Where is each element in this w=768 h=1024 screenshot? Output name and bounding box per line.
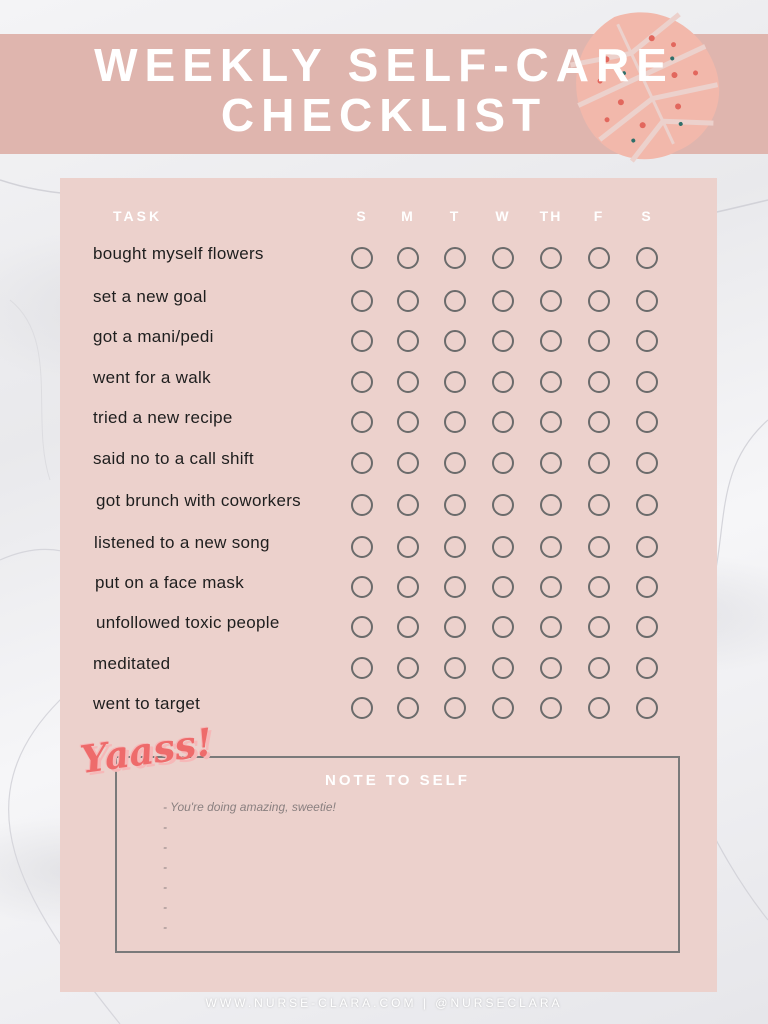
checkbox-circle-1-2[interactable]	[444, 290, 466, 312]
checkbox-circle-2-5[interactable]	[588, 330, 610, 352]
checkbox-circle-10-1[interactable]	[397, 657, 419, 679]
task-label: said no to a call shift	[93, 449, 254, 468]
checkbox-circle-11-5[interactable]	[588, 697, 610, 719]
checkbox-circle-10-4[interactable]	[540, 657, 562, 679]
task-row	[0, 613, 768, 653]
checkbox-circle-0-2[interactable]	[444, 247, 466, 269]
checkbox-circle-11-3[interactable]	[492, 697, 514, 719]
checkbox-circle-6-3[interactable]	[492, 494, 514, 516]
checkbox-circle-5-1[interactable]	[397, 452, 419, 474]
checkbox-circle-6-6[interactable]	[636, 494, 658, 516]
checkbox-circle-0-6[interactable]	[636, 247, 658, 269]
day-header-6: S	[641, 208, 653, 224]
checkbox-circle-1-1[interactable]	[397, 290, 419, 312]
checkbox-circle-11-4[interactable]	[540, 697, 562, 719]
checkbox-circle-4-4[interactable]	[540, 411, 562, 433]
checkbox-circle-3-3[interactable]	[492, 371, 514, 393]
note-line: -	[163, 920, 167, 934]
note-line: -	[163, 880, 167, 894]
task-row	[0, 244, 768, 284]
checkbox-circle-4-5[interactable]	[588, 411, 610, 433]
footer-credit: WWW.NURSE-CLARA.COM | @NURSECLARA	[205, 996, 563, 1010]
checkbox-circle-5-5[interactable]	[588, 452, 610, 474]
day-header-3: W	[495, 208, 511, 224]
checkbox-circle-2-1[interactable]	[397, 330, 419, 352]
checkbox-circle-6-4[interactable]	[540, 494, 562, 516]
checkbox-circle-0-3[interactable]	[492, 247, 514, 269]
task-row	[0, 327, 768, 367]
checkbox-circle-5-2[interactable]	[444, 452, 466, 474]
checkbox-circle-7-0[interactable]	[351, 536, 373, 558]
note-line: -	[163, 900, 167, 914]
task-row	[0, 694, 768, 734]
checkbox-circle-10-2[interactable]	[444, 657, 466, 679]
checkbox-circle-0-4[interactable]	[540, 247, 562, 269]
task-label: got a mani/pedi	[93, 327, 214, 346]
checkbox-circle-11-1[interactable]	[397, 697, 419, 719]
checkbox-circle-9-2[interactable]	[444, 616, 466, 638]
checkbox-circle-1-3[interactable]	[492, 290, 514, 312]
task-column-header: TASK	[113, 208, 163, 224]
note-line: -	[163, 860, 167, 874]
note-line: -	[163, 820, 167, 834]
checkbox-circle-7-2[interactable]	[444, 536, 466, 558]
task-row	[0, 573, 768, 613]
checkbox-circle-6-5[interactable]	[588, 494, 610, 516]
checkbox-circle-9-5[interactable]	[588, 616, 610, 638]
task-label: unfollowed toxic people	[96, 613, 280, 632]
checkbox-circle-3-6[interactable]	[636, 371, 658, 393]
checkbox-circle-0-1[interactable]	[397, 247, 419, 269]
checkbox-circle-7-6[interactable]	[636, 536, 658, 558]
task-label: set a new goal	[93, 287, 207, 306]
checkbox-circle-8-1[interactable]	[397, 576, 419, 598]
checkbox-circle-1-0[interactable]	[351, 290, 373, 312]
task-row	[0, 408, 768, 448]
task-row	[0, 533, 768, 573]
checkbox-circle-6-2[interactable]	[444, 494, 466, 516]
checkbox-circle-9-0[interactable]	[351, 616, 373, 638]
checkbox-circle-0-0[interactable]	[351, 247, 373, 269]
checkbox-circle-4-3[interactable]	[492, 411, 514, 433]
day-header-0: S	[356, 208, 368, 224]
day-header-1: M	[401, 208, 415, 224]
checkbox-circle-7-4[interactable]	[540, 536, 562, 558]
task-label: went for a walk	[93, 368, 211, 387]
task-row	[0, 654, 768, 694]
checkbox-circle-10-5[interactable]	[588, 657, 610, 679]
day-header-5: F	[593, 208, 605, 224]
checkbox-circle-4-0[interactable]	[351, 411, 373, 433]
task-label: went to target	[93, 694, 201, 713]
checkbox-circle-8-2[interactable]	[444, 576, 466, 598]
checkbox-circle-3-1[interactable]	[397, 371, 419, 393]
task-label: meditated	[93, 654, 171, 673]
checkbox-circle-3-2[interactable]	[444, 371, 466, 393]
checkbox-circle-8-6[interactable]	[636, 576, 658, 598]
checkbox-circle-9-1[interactable]	[397, 616, 419, 638]
checkbox-circle-0-5[interactable]	[588, 247, 610, 269]
note-line: - You're doing amazing, sweetie!	[163, 800, 336, 814]
task-row	[0, 368, 768, 408]
checkbox-circle-6-1[interactable]	[397, 494, 419, 516]
checkbox-circle-2-4[interactable]	[540, 330, 562, 352]
checkbox-circle-1-6[interactable]	[636, 290, 658, 312]
checkbox-circle-8-3[interactable]	[492, 576, 514, 598]
checkbox-circle-5-4[interactable]	[540, 452, 562, 474]
yaass-sticker: Yaass!	[77, 718, 216, 783]
checkbox-circle-10-6[interactable]	[636, 657, 658, 679]
checkbox-circle-7-3[interactable]	[492, 536, 514, 558]
task-label: tried a new recipe	[93, 408, 233, 427]
day-header-4: TH	[539, 208, 563, 224]
note-line: -	[163, 840, 167, 854]
checkbox-circle-5-0[interactable]	[351, 452, 373, 474]
checkbox-circle-8-4[interactable]	[540, 576, 562, 598]
task-label: got brunch with coworkers	[96, 491, 301, 510]
checkbox-circle-3-5[interactable]	[588, 371, 610, 393]
checkbox-circle-9-3[interactable]	[492, 616, 514, 638]
checkbox-circle-11-0[interactable]	[351, 697, 373, 719]
checkbox-circle-8-5[interactable]	[588, 576, 610, 598]
checkbox-circle-2-0[interactable]	[351, 330, 373, 352]
checkbox-circle-11-6[interactable]	[636, 697, 658, 719]
checkbox-circle-8-0[interactable]	[351, 576, 373, 598]
note-to-self-title: NOTE TO SELF	[325, 772, 470, 789]
checkbox-circle-7-1[interactable]	[397, 536, 419, 558]
task-label: listened to a new song	[94, 533, 270, 552]
checkbox-circle-9-4[interactable]	[540, 616, 562, 638]
checkbox-circle-4-6[interactable]	[636, 411, 658, 433]
checkbox-circle-2-2[interactable]	[444, 330, 466, 352]
task-row	[0, 287, 768, 327]
checkbox-circle-10-0[interactable]	[351, 657, 373, 679]
checkbox-circle-5-3[interactable]	[492, 452, 514, 474]
checkbox-circle-10-3[interactable]	[492, 657, 514, 679]
checkbox-circle-3-0[interactable]	[351, 371, 373, 393]
checkbox-circle-1-4[interactable]	[540, 290, 562, 312]
task-label: bought myself flowers	[93, 244, 264, 263]
checkbox-circle-9-6[interactable]	[636, 616, 658, 638]
checkbox-circle-2-3[interactable]	[492, 330, 514, 352]
checkbox-circle-7-5[interactable]	[588, 536, 610, 558]
checkbox-circle-11-2[interactable]	[444, 697, 466, 719]
task-row	[0, 449, 768, 489]
task-row	[0, 491, 768, 531]
checkbox-circle-4-2[interactable]	[444, 411, 466, 433]
checkbox-circle-5-6[interactable]	[636, 452, 658, 474]
day-header-2: T	[449, 208, 461, 224]
checkbox-circle-2-6[interactable]	[636, 330, 658, 352]
checkbox-circle-1-5[interactable]	[588, 290, 610, 312]
checkbox-circle-3-4[interactable]	[540, 371, 562, 393]
task-label: put on a face mask	[95, 573, 245, 592]
note-to-self-box	[115, 756, 680, 953]
checkbox-circle-4-1[interactable]	[397, 411, 419, 433]
page-title: WEEKLY SELF-CARE CHECKLIST	[94, 39, 674, 141]
checkbox-circle-6-0[interactable]	[351, 494, 373, 516]
